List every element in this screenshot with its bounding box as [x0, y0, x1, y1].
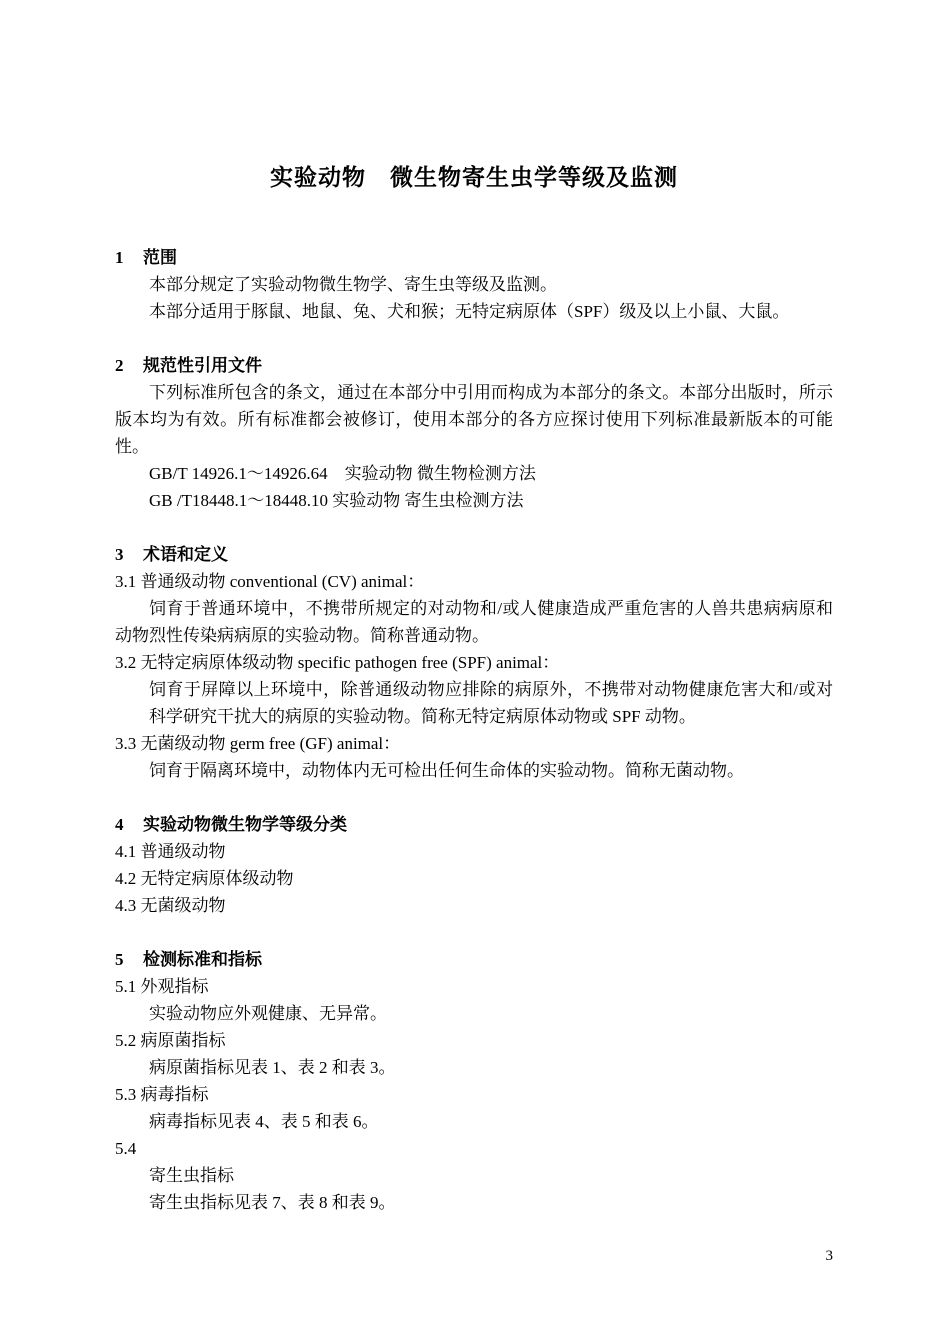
- section-number: 5: [115, 950, 124, 969]
- section-title: 检测标准和指标: [143, 950, 262, 969]
- section-number: 4: [115, 815, 124, 834]
- term-clause: 3.1 普通级动物 conventional (CV) animal：: [115, 572, 425, 591]
- clause: 4.1 普通级动物: [115, 842, 226, 861]
- term-definition: 饲育于隔离环境中，动物体内无可检出任何生命体的实验动物。简称无菌动物。: [149, 761, 744, 780]
- section-testing-standards: [115, 946, 833, 1216]
- section-heading: [115, 352, 833, 379]
- section-title: 术语和定义: [143, 545, 228, 564]
- term-definition: 饲育于屏障以上环境中，除普通级动物应排除的病原外，不携带对动物健康危害大和/或对科学研究干扰大的病原的实验动物。简称无特定病原体动物或 SPF 动物。: [149, 680, 833, 726]
- paragraph: 本部分适用于豚鼠、地鼠、兔、犬和猴；无特定病原体（SPF）级及以上小鼠、大鼠。: [149, 302, 790, 321]
- section-title: 范围: [143, 248, 177, 267]
- clause: 5.4: [115, 1139, 137, 1158]
- section-number: 1: [115, 248, 124, 267]
- reference-line: GB /T18448.1～18448.10 实验动物 寄生虫检测方法: [149, 491, 524, 510]
- section-title: 规范性引用文件: [143, 356, 262, 375]
- clause: 5.2 病原菌指标: [115, 1031, 226, 1050]
- clause-body: 寄生虫指标见表 7、表 8 和表 9。: [149, 1193, 396, 1212]
- reference-line: GB/T 14926.1～14926.64 实验动物 微生物检测方法: [149, 464, 536, 483]
- clause: 5.3 病毒指标: [115, 1085, 209, 1104]
- term-definition: 饲育于普通环境中，不携带所规定的对动物和/或人健康造成严重危害的人兽共患病病原和动物烈性传染病病原的实验动物。简称普通动物。: [115, 599, 833, 645]
- section-title: 实验动物微生物学等级分类: [143, 815, 347, 834]
- section-number: 3: [115, 545, 124, 564]
- section-terms-definitions: [115, 541, 833, 784]
- section-heading: [115, 244, 833, 271]
- section-heading: [115, 946, 833, 973]
- section-scope: [115, 244, 833, 325]
- paragraph: 本部分规定了实验动物微生物学、寄生虫等级及监测。: [149, 275, 557, 294]
- clause: 5.1 外观指标: [115, 977, 209, 996]
- clause-body: 病毒指标见表 4、表 5 和表 6。: [149, 1112, 379, 1131]
- section-normative-references: [115, 352, 833, 514]
- clause: 4.2 无特定病原体级动物: [115, 869, 294, 888]
- page-number: 3: [825, 1248, 833, 1264]
- clause-body: 实验动物应外观健康、无异常。: [149, 1004, 387, 1023]
- section-number: 2: [115, 356, 124, 375]
- clause: 4.3 无菌级动物: [115, 896, 226, 915]
- document-title: 实验动物 微生物寄生虫学等级及监测: [270, 165, 678, 190]
- section-heading: [115, 541, 833, 568]
- clause-body: 寄生虫指标: [149, 1166, 234, 1185]
- term-clause: 3.2 无特定病原体级动物 specific pathogen free (SPF) animal：: [115, 653, 560, 672]
- section-heading: [115, 811, 833, 838]
- clause-body: 病原菌指标见表 1、表 2 和表 3。: [149, 1058, 396, 1077]
- paragraph: 下列标准所包含的条文，通过在本部分中引用而构成为本部分的条文。本部分出版时，所示版本均为有效。所有标准都会被修订，使用本部分的各方应探讨使用下列标准最新版本的可能性。: [115, 383, 833, 456]
- term-clause: 3.3 无菌级动物 germ free (GF) animal：: [115, 734, 401, 753]
- section-grade-classification: [115, 811, 833, 919]
